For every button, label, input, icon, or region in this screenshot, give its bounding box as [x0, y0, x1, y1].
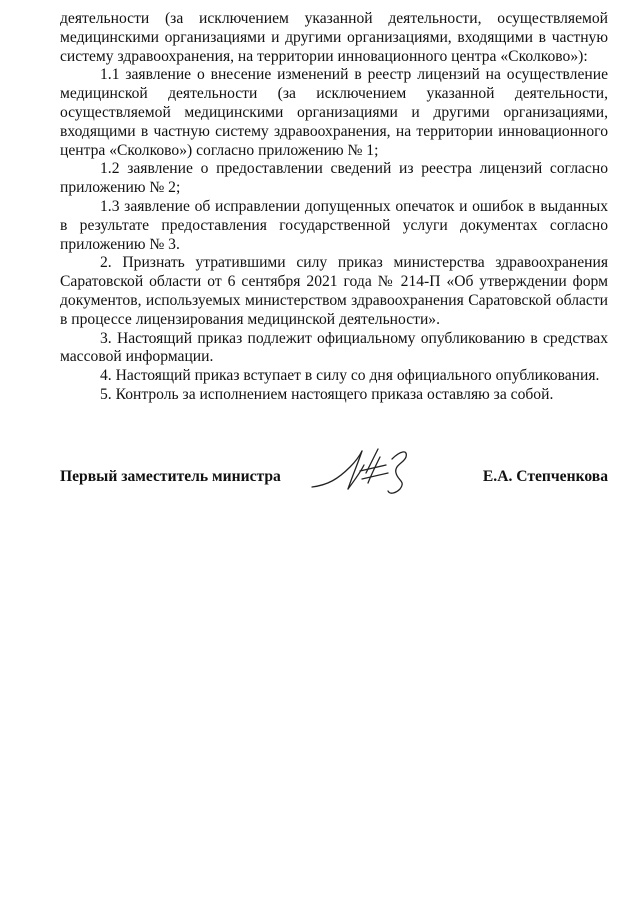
signatory-name: Е.А. Степченкова — [482, 468, 608, 485]
paragraph-item-2: 2. Признать утратившими силу приказ министерства здравоохранения Саратовской области от 6 сентября 2021 года № 214-П «Об утверждении форм документов, используемых министерством здравоохранения Саратовской области в процессе лицензирования медицинской деятельности». — [60, 254, 608, 328]
signatory-position: Первый заместитель министра — [60, 468, 281, 485]
paragraph-item-1-3: 1.3 заявление об исправлении допущенных опечаток и ошибок в выданных в результате предоставления государственной услуги документах согласно приложению № 3. — [60, 197, 608, 253]
signature-block — [60, 443, 608, 513]
paragraph-item-5: 5. Контроль за исполнением настоящего приказа оставляю за собой. — [100, 385, 554, 403]
paragraph-item-4: 4. Настоящий приказ вступает в силу со дня официального опубликования. — [100, 367, 600, 385]
paragraph-item-3: 3. Настоящий приказ подлежит официальному опубликованию в средствах массовой информации. — [60, 329, 608, 366]
document-body — [60, 10, 608, 405]
paragraph-item-1-1: 1.1 заявление о внесение изменений в реестр лицензий на осуществление медицинской деятельности (за исключением указанной деятельности, осуществляемой медицинскими организациями и другими организациями, входящими в частную систему здравоохранения, на территории инновационного центра «Сколково») согласно приложению № 1; — [60, 66, 608, 159]
paragraph-continuation: деятельности (за исключением указанной деятельности, осуществляемой медицинскими организациями и другими организациями, входящими в частную систему здравоохранения, на территории инновационного центра «Сколково»): — [60, 10, 608, 65]
handwritten-signature-icon — [308, 443, 428, 503]
paragraph-item-1-2: 1.2 заявление о предоставлении сведений из реестра лицензий согласно приложению № 2; — [60, 160, 608, 197]
